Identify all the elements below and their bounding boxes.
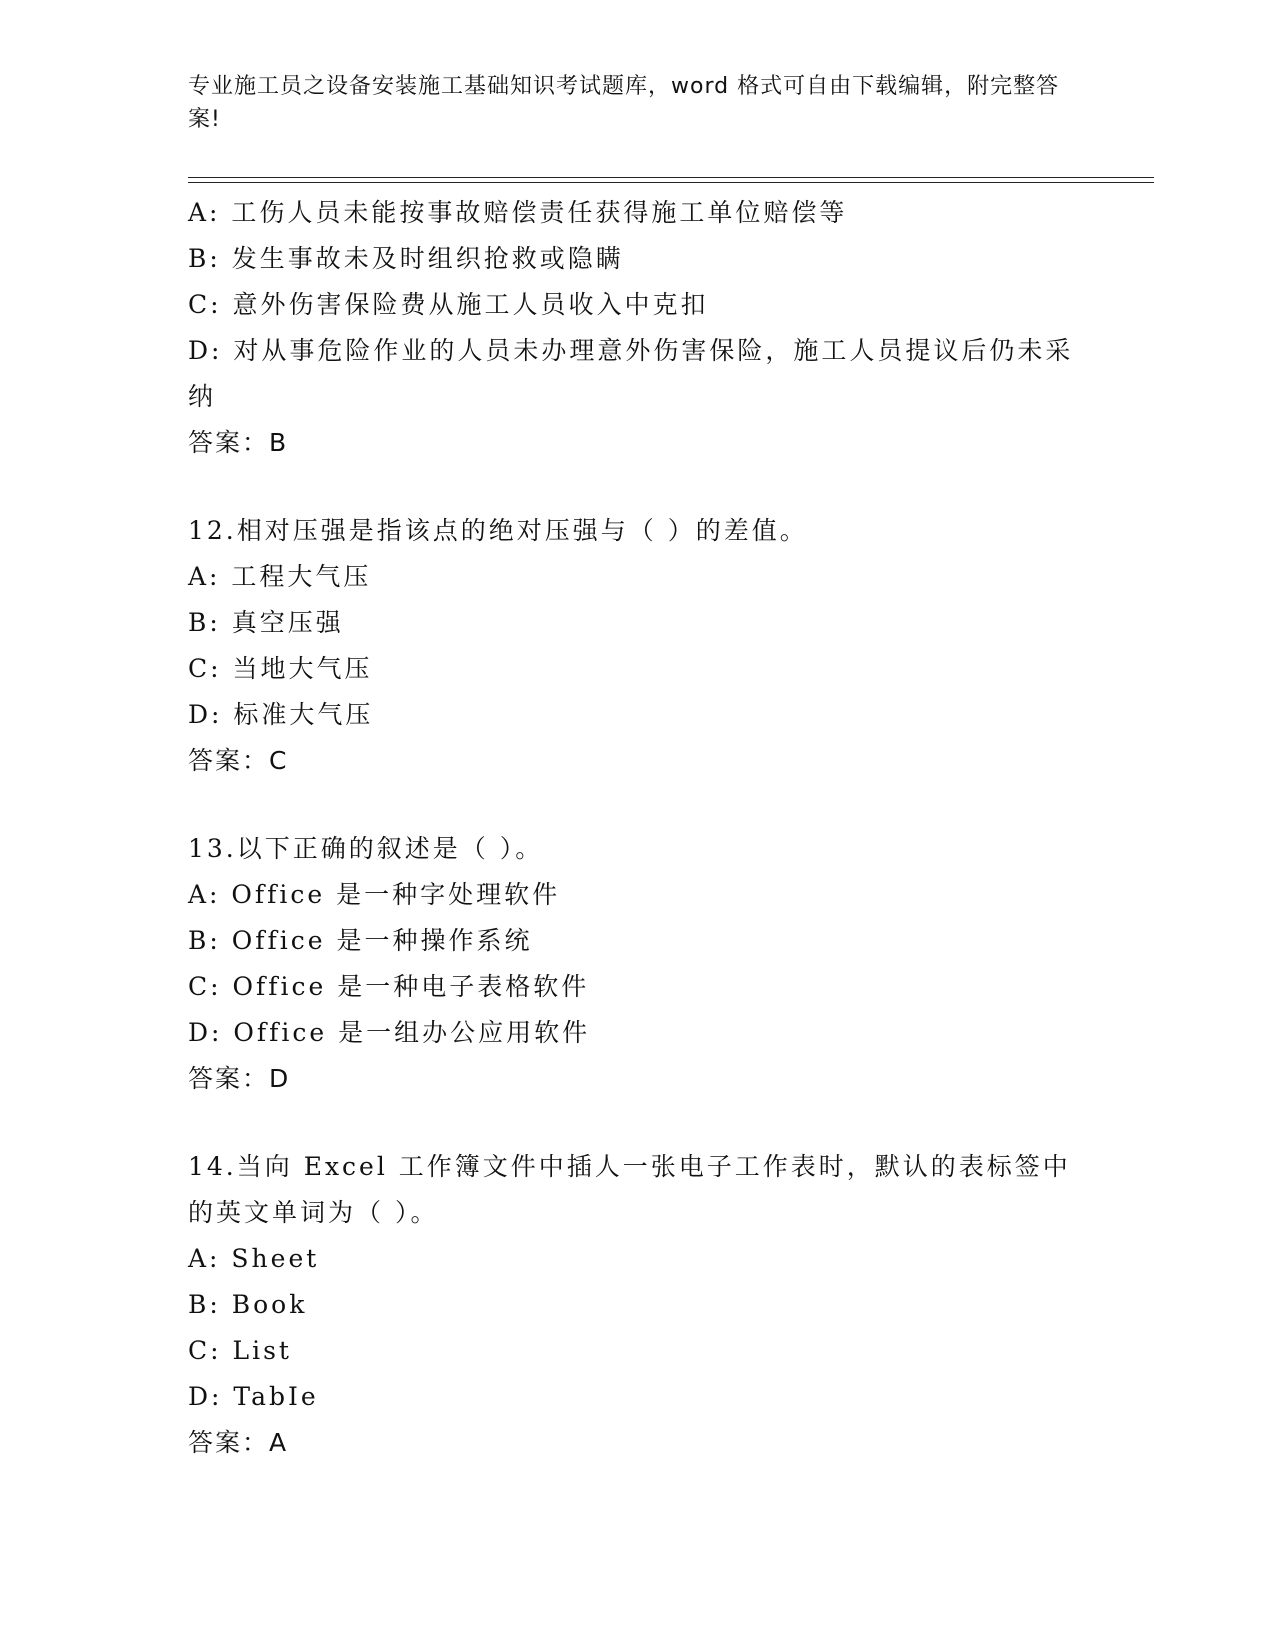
option-a: A: Office 是一种字处理软件 [188,880,561,909]
answer: 答案：C [188,746,289,775]
option-a: A: 工伤人员未能按事故赔偿责任获得施工单位赔偿等 [188,198,848,227]
option-d: D: Office 是一组办公应用软件 [188,1018,591,1047]
question-stem: 12.相对压强是指该点的绝对压强与（ ）的差值。 [188,516,808,545]
option-d: D: 标准大气压 [188,700,374,729]
option-c: C: 当地大气压 [188,654,373,683]
header-divider-second [188,182,1154,183]
question-list [188,190,1088,1466]
option-b: B: Book [188,1290,308,1319]
document-header: 专业施工员之设备安装施工基础知识考试题库，word 格式可自由下载编辑，附完整答案! [188,74,1060,132]
option-c: C: List [188,1336,292,1365]
question-11 [188,190,1088,466]
option-a: A: 工程大气压 [188,562,372,591]
question-13 [188,826,1088,1102]
option-c: C: 意外伤害保险费从施工人员收入中克扣 [188,290,709,319]
answer: 答案：D [188,1064,291,1093]
header-divider [188,177,1154,178]
answer: 答案：B [188,428,289,457]
option-b: B: 真空压强 [188,608,344,637]
option-a: A: Sheet [188,1244,320,1273]
question-14 [188,1144,1088,1466]
question-stem: 14.当向 Excel 工作簿文件中插人一张电子工作表时，默认的表标签中的英文单词为（ ）。 [188,1152,1071,1227]
question-12 [188,508,1088,784]
option-c: C: Office 是一种电子表格软件 [188,972,590,1001]
option-d: D: 对从事危险作业的人员未办理意外伤害保险，施工人员提议后仍未采纳 [188,336,1074,411]
option-b: B: Office 是一种操作系统 [188,926,533,955]
option-b: B: 发生事故未及时组织抢救或隐瞒 [188,244,624,273]
option-d: D: TabIe [188,1382,319,1411]
answer: 答案：A [188,1428,289,1457]
question-stem: 13.以下正确的叙述是（ ）。 [188,834,544,863]
